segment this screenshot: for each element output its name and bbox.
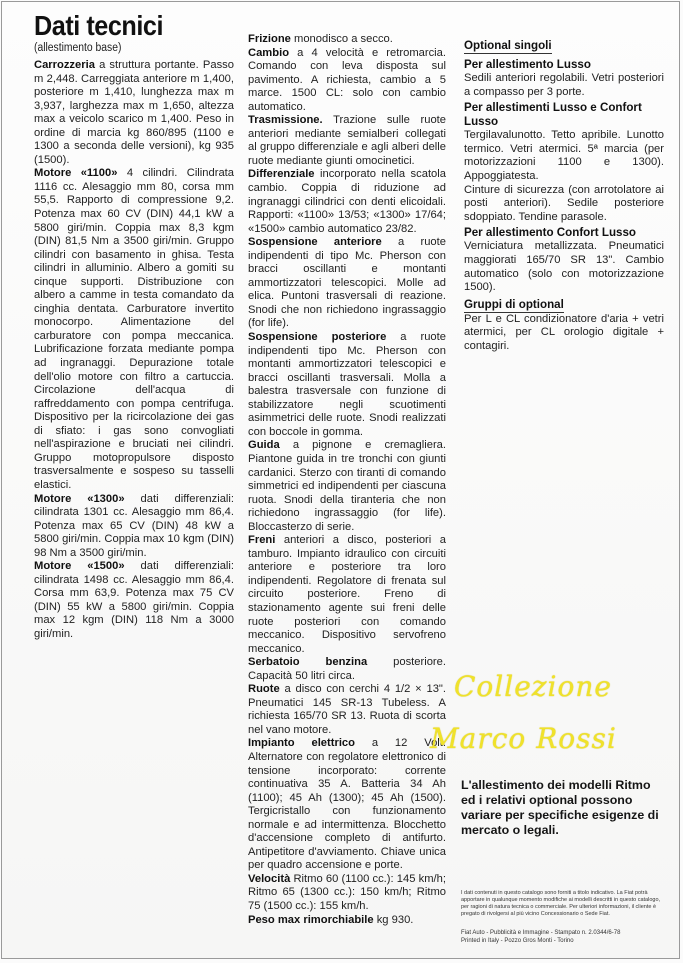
col2-paragraph xyxy=(248,114,446,168)
col2-paragraph-heading: Velocità xyxy=(248,872,291,885)
col2-paragraph xyxy=(248,737,446,872)
col1-paragraph-text: a struttura portante. Passo m 2,448. Carreggiata anteriore m 1,400, posteriore m 1,410, lunghezza max m 3,937, larghezza max m 1,650, altezza max a veicolo scarico m 1,400. Peso in ordine di marcia kg 860/895 (1100 e 1300 a seconda delle versioni), kg 935 (1500). xyxy=(34,59,234,166)
col2-paragraph-heading: Ruote xyxy=(248,683,280,696)
page-subtitle: (allestimento base) xyxy=(34,42,122,54)
fine-print: I dati contenuti in questo catalogo sono forniti a titolo indicativo. La Fiat potrà apportare in qualunque momento modifiche ai modelli descritti in questo catalogo, per ragioni di natura tecnica o commerciale. Per ulteriori informazioni, il cliente è pregato di rivolgersi al più vicino Concessionario o Sede Fiat. xyxy=(461,890,661,917)
imprint-line-1: Fiat Auto - Pubblicità e Immagine - Stampato n. 2.0344/6-78 xyxy=(461,930,621,936)
column-2 xyxy=(248,33,446,927)
col2-paragraph-text: incorporato nella scatola cambio. Coppia di riduzione ad ingranaggi cilindrici con denti elicoidali. Rapporti: «1100» 13/53; «1300» 17/64; «1500» cambio automatico 23/82. xyxy=(248,168,446,235)
col1-paragraphs xyxy=(34,59,234,642)
groups-heading: Gruppi di optional xyxy=(464,297,564,311)
imprint-line-2: Printed in Italy - Pozzo Gros Monti - Torino xyxy=(461,938,574,944)
optional-section-text: Sedili anteriori regolabili. Vetri posteriori a compasso per 3 porte. xyxy=(464,72,664,98)
col2-paragraph-text: a ruote indipendenti tipo Mc. Pherson con montanti ammortizzatori telescopici e bracci oscillanti trasversali. Molla a balestra trasversale con funzione di stabilizzatore negli scuotimenti asimmetrici delle ruote. Snodi realizzati con boccole in gomma. xyxy=(248,331,446,438)
imprint xyxy=(461,929,666,945)
col1-paragraph-heading: Motore «1500» xyxy=(34,560,125,573)
col2-paragraph xyxy=(248,873,446,914)
col2-paragraph-text: a 12 Volt. Alternatore con regolatore elettronico di tensione incorporato: corrente continuativa 35 A. Batteria 34 Ah (1100); 45 Ah (1300); 45 Ah (1500). Tergicristallo con funzionamento normale e ad intermittenza. Blocchetto d'accensione completo di antifurto. Antipetitore d'avviamento. Chiave unica per quadro accensione e porte. xyxy=(248,737,446,872)
col1-paragraph-text: 4 cilindri. Cilindrata 1116 cc. Alesaggio mm 80, corsa mm 55,5. Rapporto di compressione 9,2. Potenza max 60 CV (DIN) 44,1 kW a 5800 giri/min. Coppia max 8,3 kgm (DIN) 81,5 Nm a 3500 giri/min. Gruppo cilindri con basamento in ghisa. Testa cilindri in alluminio. Albero a gomiti su cinque supporti. Distribuzione con albero a camme in testa comandato da cinghia dentata. Carburatore invertito monocorpo. Alimentazione del carburatore con pompa meccanica. Lubrificazione forzata mediante pompa ad ingranaggi. Depurazione totale dell'olio motore con filtro a cartuccia. Circolazione dell'acqua di raffreddamento con pompa centrifuga. Dispositivo per la ricircolazione dei gas di sfiato: i gas sono convogliati nell'aspirazione e bruciati nei cilindri. Gruppo motopropulsore disposto trasversalmente e sospeso su tasselli elastici. xyxy=(34,167,234,491)
col2-paragraph-text: posteriore. Capacità 50 litri circa. xyxy=(248,656,446,682)
col1-paragraph xyxy=(34,493,234,561)
col2-paragraph-heading: Freni xyxy=(248,534,276,547)
optional-heading: Optional singoli xyxy=(464,39,552,52)
col2-paragraph-heading: Sospensione anteriore xyxy=(248,236,382,249)
page xyxy=(1,1,680,959)
col1-paragraph-text: dati differenziali: cilindrata 1301 cc. Alesaggio mm 86,4. Potenza max 65 CV (DIN) 48 kW a 5800 giri/min. Coppia max 10 kgm (DIN) 98 Nm a 3500 giri/min. xyxy=(34,492,235,559)
col2-paragraph-text: anteriori a disco, posteriori a tamburo. Impianto idraulico con circuiti anteriore e posteriore tra loro indipendenti. Regolatore di frenata sul circuito posteriore. Freno di stazionamento agente sui freni delle ruote posteriori con comando meccanico. Dispositivo servofreno meccanico. xyxy=(248,534,446,655)
col1-paragraph-heading: Motore «1100» xyxy=(34,167,118,180)
watermark-line2: Marco Rossi xyxy=(430,722,617,755)
col2-paragraph-heading: Serbatoio benzina xyxy=(248,656,368,669)
optional-section-text: Tergilavalunotto. Tetto apribile. Lunotto termico. Vetri atermici. 5ª marcia (per motorizzazioni 1100 e 1300). Appoggiatesta. Cinture di sicurezza (con arrotolatore ai posti anteriori). Sedile posteriore sdoppiato. Tendine parasole. xyxy=(464,129,664,223)
column-1 xyxy=(34,10,234,642)
col1-paragraph-heading: Carrozzeria xyxy=(34,59,95,71)
col2-paragraph-text: monodisco a secco. xyxy=(290,33,393,45)
market-note: L'allestimento dei modelli Ritmo ed i relativi optional possono variare per specifiche esigenze di mercato o legali. xyxy=(461,778,659,837)
optional-sections xyxy=(464,58,664,295)
page-title: Dati tecnici xyxy=(34,10,164,41)
col2-paragraph-heading: Guida xyxy=(248,439,280,452)
col2-paragraph xyxy=(248,236,446,331)
col2-paragraph-text: Trazione sulle ruote anteriori mediante semialberi collegati al gruppo differenziale e agli alberi delle ruote mediante giunti omocinetici. xyxy=(248,114,446,167)
col2-paragraph xyxy=(248,439,446,534)
col2-paragraph-text: a ruote indipendenti di tipo Mc. Pherson con bracci oscillanti e montanti ammortizzatori telescopici. Molle ad elica. Puntoni trasversali di reazione. Snodi che non richiedono ingrassaggio (for life). xyxy=(248,236,446,330)
col2-paragraph xyxy=(248,33,446,47)
col2-paragraph xyxy=(248,331,446,439)
col2-paragraph-text: a pignone e cremagliera. Piantone guida in tre tronchi con giunti cardanici. Sterzo con tiranti di comando simmetrici ed indipendenti per ciascuna ruota. Snodi della tiranteria che non richiedono ingrassaggio (for life). Bloccasterzo di serie. xyxy=(248,439,446,533)
col2-paragraph-text: kg 930. xyxy=(373,913,414,926)
col2-paragraph xyxy=(248,656,446,683)
col2-paragraph-heading: Differenziale xyxy=(248,168,315,181)
col2-paragraph-heading: Trasmissione. xyxy=(248,114,323,127)
col1-paragraph xyxy=(34,560,234,641)
col2-paragraph xyxy=(248,168,446,236)
column-3 xyxy=(464,36,664,354)
optional-section-text: Verniciatura metallizzata. Pneumatici maggiorati 165/70 SR 13". Cambio automatico (solo con motorizzazione 1500). xyxy=(464,240,664,294)
col1-paragraph xyxy=(34,167,234,492)
col1-paragraph-text: dati differenziali: cilindrata 1498 cc. Alesaggio mm 86,4. Corsa mm 63,9. Potenza max 75 CV (DIN) 55 kW a 5800 giri/min. Coppia max 12 kgm (DIN) 118 Nm a 3000 giri/min. xyxy=(34,560,235,640)
col2-paragraph xyxy=(248,914,446,928)
optional-section-heading: Per allestimento Confort Lusso xyxy=(464,226,636,240)
col2-paragraph xyxy=(248,683,446,737)
col2-paragraph-heading: Frizione xyxy=(248,33,291,45)
col2-paragraph-heading: Peso max rimorchiabile xyxy=(248,913,374,926)
watermark-line1: Collezione xyxy=(454,670,612,703)
col2-paragraph-text: Ritmo 60 (1100 cc.): 145 km/h; Ritmo 65 (1300 cc.): 150 km/h; Ritmo 75 (1500 cc.): 155 km/h. xyxy=(248,872,446,912)
col2-paragraph-heading: Impianto elettrico xyxy=(248,737,355,750)
optional-section-heading: Per allestimenti Lusso e Confort Lusso xyxy=(464,101,642,129)
col2-paragraph-text: a 4 velocità e retromarcia. Comando con leva disposta sul pavimento. A richiesta, cambio a 5 marce. 1500 CL: solo con cambio automatico. xyxy=(248,46,446,113)
col1-paragraph xyxy=(34,59,234,167)
col2-paragraphs xyxy=(248,33,446,927)
col2-paragraph-heading: Sospensione posteriore xyxy=(248,331,387,344)
optional-section-heading: Per allestimento Lusso xyxy=(464,58,591,71)
groups-text: Per L e CL condizionatore d'aria + vetri atermici, per CL orologio digitale + contagiri. xyxy=(464,312,664,352)
col2-paragraph-heading: Cambio xyxy=(248,46,290,59)
col2-paragraph xyxy=(248,534,446,656)
col1-paragraph-heading: Motore «1300» xyxy=(34,492,125,505)
col2-paragraph-text: a disco con cerchi 4 1/2 × 13". Pneumatici 145 SR-13 Tubeless. A richiesta 165/70 SR 13. Ruota di scorta nel vano motore. xyxy=(248,683,446,736)
col2-paragraph xyxy=(248,47,446,115)
